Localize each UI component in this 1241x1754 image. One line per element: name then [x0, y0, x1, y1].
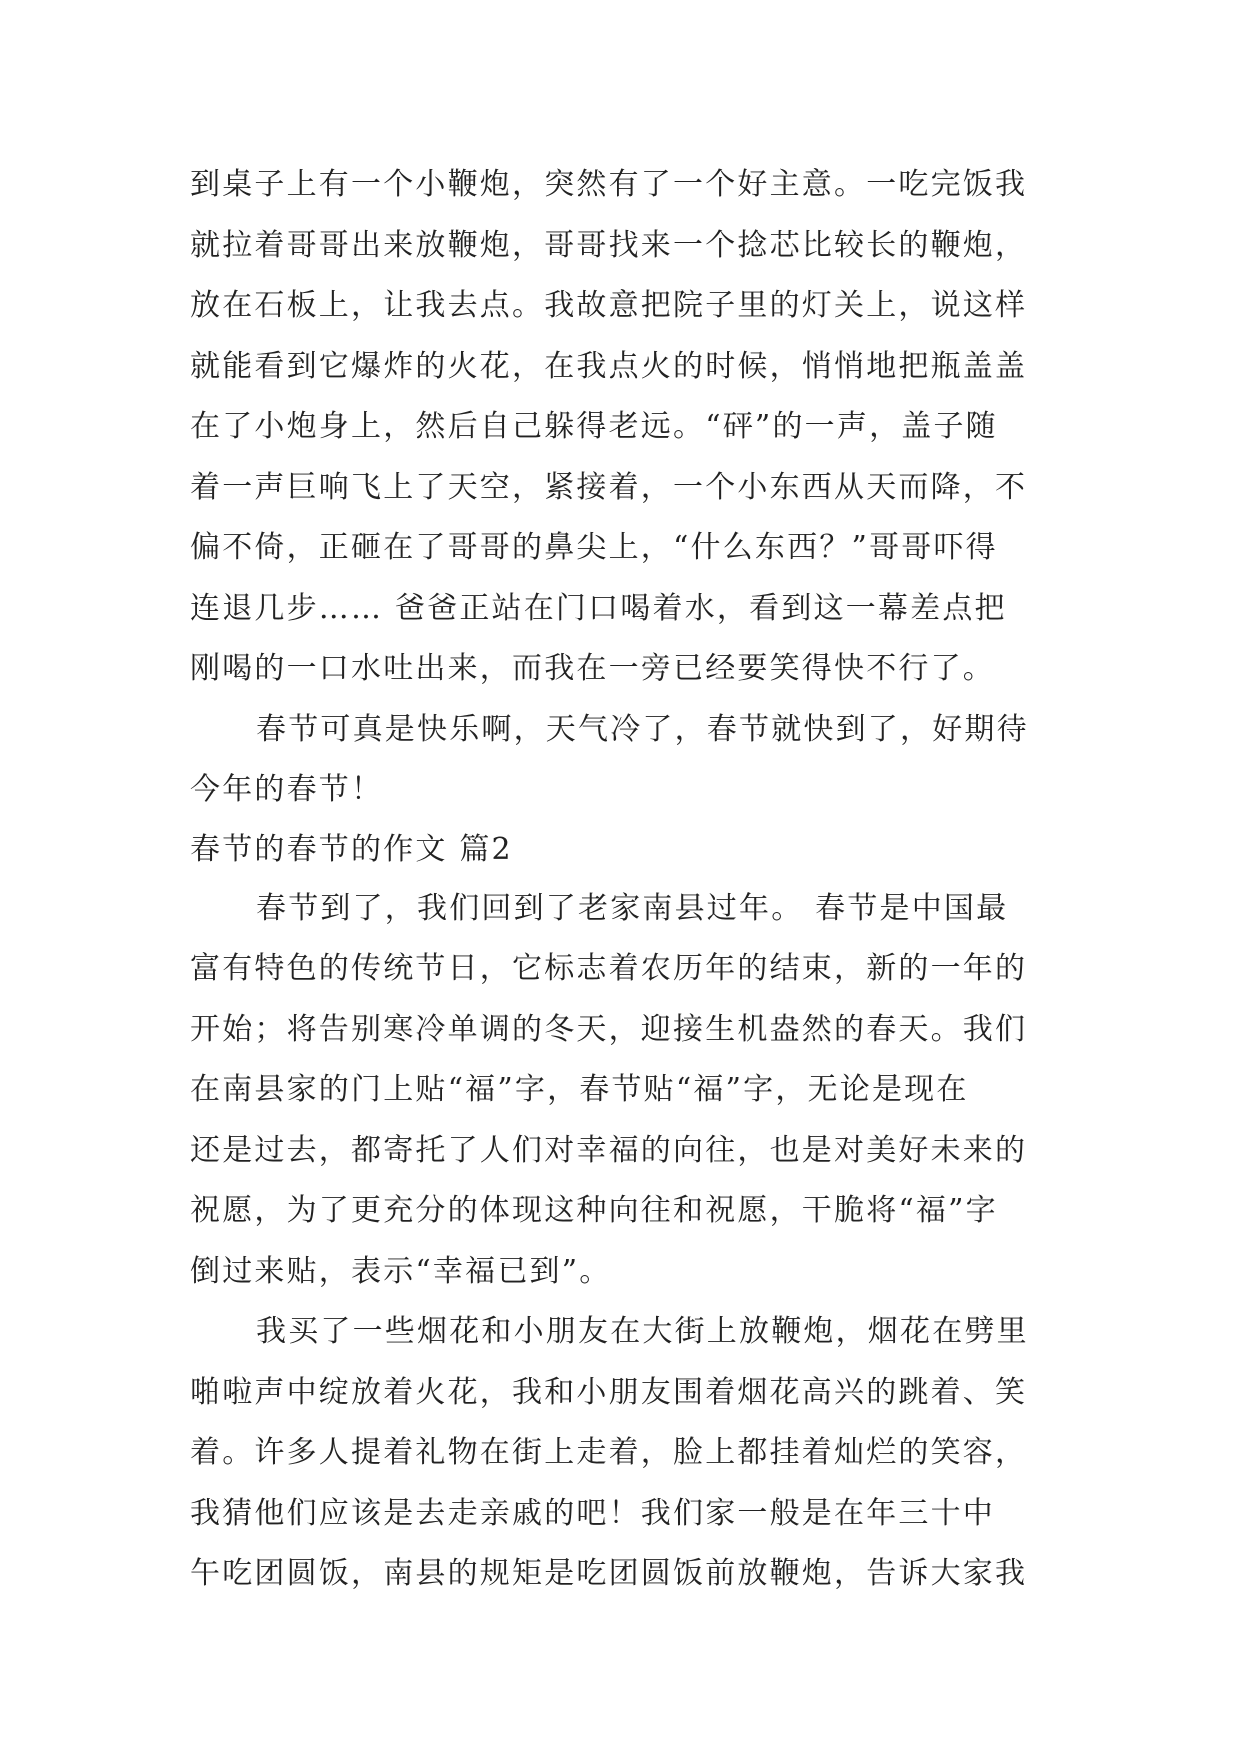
text-line: 倒过来贴，表示“幸福已到”。	[190, 1253, 612, 1289]
text-line: 就能看到它爆炸的火花，在我点火的时候，悄悄地把瓶盖盖	[190, 348, 1028, 384]
text-line: 开始；将告别寒冷单调的冬天，迎接生机盎然的春天。我们	[190, 1011, 1028, 1047]
text-line: 就拉着哥哥出来放鞭炮，哥哥找来一个捻芯比较长的鞭炮，	[190, 227, 1028, 263]
text-line: 偏不倚，正砸在了哥哥的鼻尖上，“什么东西？”哥哥吓得	[190, 530, 998, 565]
text-line: 着。许多人提着礼物在街上走着，脸上都挂着灿烂的笑容，	[190, 1435, 1028, 1470]
text-line: 我猜他们应该是去走亲戚的吧！我们家一般是在年三十中	[190, 1495, 995, 1531]
text-line: 到桌子上有一个小鞭炮，突然有了一个好主意。一吃完饭我	[190, 167, 1028, 202]
text-line: 富有特色的传统节日，它标志着农历年的结束，新的一年的	[190, 951, 1028, 986]
text-line: 午吃团圆饭，南县的规矩是吃团圆饭前放鞭炮，告诉大家我	[190, 1556, 1028, 1591]
text-line: 在南县家的门上贴“福”字，春节贴“福”字，无论是现在	[190, 1072, 969, 1107]
text-line: 今年的春节！	[190, 772, 384, 807]
paragraph-fireworks	[190, 1302, 1060, 1605]
text-line: 春节到了，我们回到了老家南县过年。 春节是中国最	[256, 890, 1009, 926]
text-line: 我买了一些烟花和小朋友在大街上放鞭炮，烟花在劈里	[256, 1314, 1029, 1349]
text-line: 连退几步…… 爸爸正站在门口喝着水，看到这一幕差点把	[190, 590, 1007, 626]
paragraph-closing	[190, 700, 1060, 821]
text-line: 春节可真是快乐啊，天气冷了，春节就快到了，好期待	[256, 711, 1029, 747]
text-line: 放在石板上，让我去点。我故意把院子里的灯关上，说这样	[190, 288, 1028, 323]
text-line: 祝愿，为了更充分的体现这种向往和祝愿，干脆将“福”字	[190, 1193, 998, 1228]
text-line: 着一声巨响飞上了天空，紧接着，一个小东西从天而降，不	[190, 469, 1028, 505]
paragraph-story-ending	[190, 155, 1060, 700]
section-heading: 春节的春节的作文 篇2	[190, 831, 513, 867]
text-line: 还是过去，都寄托了人们对幸福的向往，也是对美好未来的	[190, 1132, 1028, 1168]
document-body	[190, 155, 1060, 1605]
text-line: 啪啦声中绽放着火花，我和小朋友围着烟花高兴的跳着、笑	[190, 1374, 1028, 1410]
paragraph-fu-character	[190, 879, 1060, 1303]
text-line: 刚喝的一口水吐出来，而我在一旁已经要笑得快不行了。	[190, 651, 995, 686]
text-line: 在了小炮身上，然后自己躲得老远。“砰”的一声，盖子随	[190, 409, 998, 444]
